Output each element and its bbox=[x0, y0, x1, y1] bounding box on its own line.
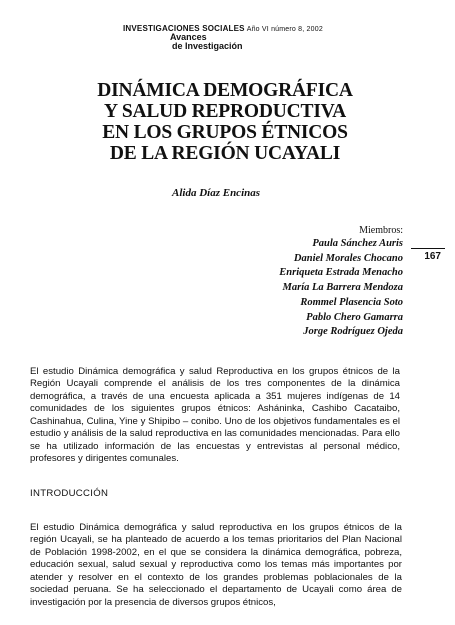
journal-issue: Año VI número 8, 2002 bbox=[246, 26, 323, 33]
members-label: Miembros: bbox=[359, 225, 403, 236]
title-line: Y SALUD REPRODUCTIVA bbox=[104, 101, 346, 122]
journal-header bbox=[123, 24, 353, 51]
title-line: DE LA REGIÓN UCAYALI bbox=[109, 143, 341, 164]
section-heading-introduccion: INTRODUCCIÓN bbox=[30, 488, 109, 499]
section-label-line-1: Avances bbox=[170, 32, 207, 42]
page-number-rule bbox=[411, 248, 445, 262]
member-name: María La Barrera Mendoza bbox=[282, 282, 403, 294]
page-number: 167 bbox=[424, 251, 441, 262]
journal-name-line bbox=[123, 24, 353, 33]
article-title bbox=[20, 80, 430, 164]
member-name: Jorge Rodríguez Ojeda bbox=[303, 326, 403, 338]
member-name: Pablo Chero Gamarra bbox=[306, 311, 403, 323]
member-name: Enriqueta Estrada Menacho bbox=[279, 267, 403, 279]
members-list bbox=[279, 224, 403, 340]
member-name: Paula Sánchez Auris bbox=[312, 238, 403, 249]
abstract-paragraph: El estudio Dinámica demográfica y salud Reproductiva en los grupos étnicos de la Región Ucayali comprende el análisis de los tres componentes de la dinámica demográfica, a través de una encuesta aplicada a 351 mujeres indígenas de 14 comunidades de los siguientes grupos étnicos: Asháninka, Cashibo Cacataibo, Cashinahua, Culina, Yine y Shipibo – conibo. Uno de los objetivos fundamentales es el estudio y análisis de la salud reproductiva en las comunidades mencionadas. Para ello se ha utilizado información de las encuestas y entrevistas al personal médico, profesores y dirigentes comunales. bbox=[30, 365, 400, 465]
journal-name: INVESTIGACIONES SOCIALES bbox=[123, 24, 245, 33]
author-name: Alida Díaz Encinas bbox=[172, 187, 261, 199]
section-label-line-2: de Investigación bbox=[172, 41, 243, 51]
title-line: DINÁMICA DEMOGRÁFICA bbox=[97, 80, 353, 101]
member-name: Daniel Morales Chocano bbox=[293, 252, 403, 264]
title-line: EN LOS GRUPOS ÉTNICOS bbox=[102, 122, 348, 143]
section-label bbox=[123, 33, 353, 51]
intro-paragraph: El estudio Dinámica demográfica y salud reproductiva en los grupos étnicos de la región Ucayali, se ha planteado de acuerdo a los temas prioritarios del Plan Nacional de Población 1998-2002, en el que se considera la dinámica demográfica, pobreza, educación sexual, salud sexual y reproductiva como los temas más importantes por atender y resolver en el contexto de los grandes problemas poblacionales de la sociedad peruana. Se ha seleccionado el departamento de Ucayali como área de investigación por la presencia de diversos grupos étnicos, bbox=[30, 521, 402, 608]
member-name: Rommel Plasencia Soto bbox=[300, 296, 403, 308]
